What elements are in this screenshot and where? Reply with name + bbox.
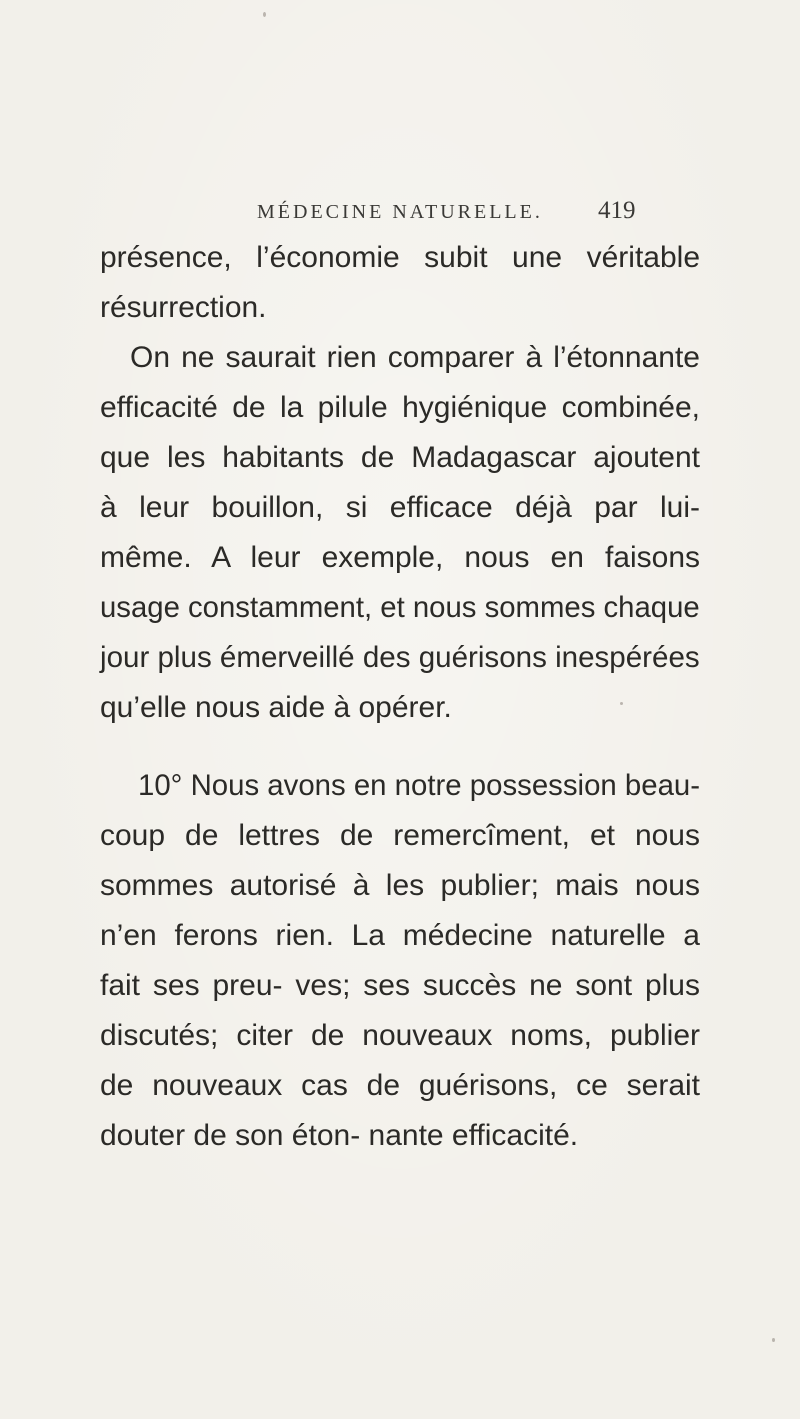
text-line: usage constamment, et nous sommes chaque — [100, 591, 700, 624]
page-number: 419 — [598, 197, 636, 224]
paper-speck — [263, 12, 266, 17]
text-line: jour plus émerveillé des guérisons inespérées — [100, 641, 700, 674]
text-line: que les habitants de Madagascar ajoutent — [100, 441, 700, 474]
text-line: qu’elle nous aide à opérer. — [100, 691, 452, 724]
text-line: douter de son éton- nante efficacité. — [100, 1119, 579, 1152]
text-line: discutés; citer de nouveaux noms, publier — [100, 1019, 700, 1052]
text-line: On ne saurait rien comparer à l’étonnante — [130, 341, 700, 374]
text-line: même. A leur exemple, nous en faisons — [100, 541, 700, 574]
text-line: fait ses preu- ves; ses succès ne sont plus — [100, 969, 700, 1002]
paper-speck — [772, 1338, 775, 1342]
text-line: n’en ferons rien. La médecine naturelle a — [100, 919, 700, 952]
text-line: à leur bouillon, si efficace déjà par lui- — [100, 491, 700, 524]
text-line: 10° Nous avons en notre possession beau- — [138, 769, 701, 802]
running-title: MÉDECINE NATURELLE. — [257, 201, 543, 223]
text-line: efficacité de la pilule hygiénique combinée, — [100, 391, 700, 424]
text-line: de nouveaux cas de guérisons, ce serait — [100, 1069, 700, 1102]
text-line: sommes autorisé à les publier; mais nous — [100, 869, 700, 902]
text-line: coup de lettres de remercîment, et nous — [100, 819, 700, 852]
text-line: présence, l’économie subit une véritable — [100, 241, 700, 274]
text-line: résurrection. — [100, 291, 267, 324]
paper-speck — [620, 702, 623, 705]
